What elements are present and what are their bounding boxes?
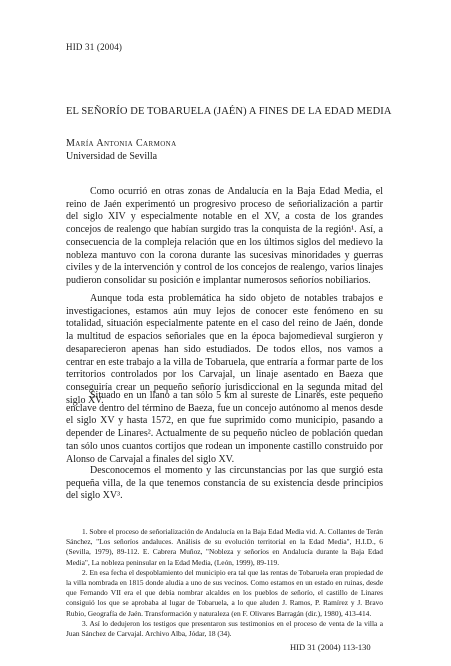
body-paragraph-4: [66, 465, 383, 503]
paragraph-text: Como ocurrió en otras zonas de Andalucía en la Baja Edad Media, el reino de Jaén experimentó un progresivo proceso de señorialización a partir del siglo XIV y especialmente notable en el XV, a costa de los grandes concejos de realengo que habían surgido tras la conquista de la región¹. Así, a consecuencia de la compleja relación que en los últimos siglos del medievo la nobleza mantuvo con la corona durante las sucesivas minoridades y guerras civiles y de la intervención y control de los concejos de realengo, varios linajes pudieron consolidar su posición e implantar numerosos señoríos nobiliarios.: [66, 186, 383, 286]
body-paragraph-3: [66, 390, 383, 466]
footnote-3: 3. Así lo dedujeron los testigos que presentaron sus testimonios en el proceso de venta de la villa a Juan Sánchez de Carvajal. Archivo Alba, Jódar, 18 (34).: [66, 618, 383, 639]
author-name: María Antonia Carmona: [66, 138, 177, 149]
footnote-2: 2. En esa fecha el despoblamiento del municipio era tal que las rentas de Tobaruela eran propiedad de la villa nombrada en 1815 donde aludía a uno de sus vecinos. Como estamos en un estado en ruinas, desde que Fernando VII era el que debía nombrar alcaldes en los pueblos de señorío, el castillo de Linares consiguió los que se aprobaba al lugar de Tobaruela, a lo que aluden J. Ramos, P. Ramírez y J. Bravo Rubio, Geografía de Jaén. Transformación y naturaleza (en F. Olivares Barragán (dir.), 1980), 413-414.: [66, 567, 383, 618]
page-footer: HID 31 (2004) 113-130: [290, 642, 371, 652]
paragraph-text: Situado en un llano a tan sólo 5 km al sureste de Linares, este pequeño enclave dentro del término de Baeza, fue un concejo autónomo al menos desde el siglo XV y hasta 1572, en que fue suprimido como municipio, pasando a depender de Linares². Actualmente de su pequeño núcleo de población quedan tan sólo unos cuantos cortijos que rodean un imponente castillo construido por Alonso de Carvajal a finales del siglo XV.: [66, 390, 383, 465]
author-affiliation: Universidad de Sevilla: [66, 151, 158, 162]
footnote-1: 1. Sobre el proceso de señorialización de Andalucía en la Baja Edad Media vid. A. Collantes de Terán Sánchez, "Los señoríos andaluces. Análisis de su evolución territorial en la Edad Media", H.I.D., 6 (Sevilla, 1979), 89-112. E. Cabrera Muñoz, "Nobleza y señoríos en Andalucía durante la Baja Edad Media", La nobleza peninsular en la Edad Media, (León, 1999), 89-119.: [66, 527, 383, 567]
footnotes: [66, 527, 383, 639]
paragraph-text: Aunque toda esta problemática ha sido objeto de notables trabajos e investigaciones, estamos aún muy lejos de conocer este fenómeno en su totalidad, situación especialmente patente en el caso del reino de Jaén, donde la multitud de espacios señoriales que en la época bajomedieval surgieron y desaparecieron apenas han sido estudiados. De todos ellos, nos vamos a centrar en este trabajo a la villa de Tobaruela, que entraría a formar parte de los territorios controlados por los Carvajal, un linaje asentado en Baeza que conseguiría crear un pequeño señorío jurisdiccional en la segunda mitad del siglo XV.: [66, 293, 383, 406]
body-paragraph-1: [66, 186, 383, 288]
paragraph-text: Desconocemos el momento y las circunstancias por las que surgió esta pequeña villa, de la que tenemos constancia de su existencia desde principios del siglo XV³.: [66, 465, 383, 502]
article-title: EL SEÑORÍO DE TOBARUELA (JAÉN) A FINES DE LA EDAD MEDIA: [66, 106, 392, 117]
running-head: HID 31 (2004): [66, 42, 123, 52]
